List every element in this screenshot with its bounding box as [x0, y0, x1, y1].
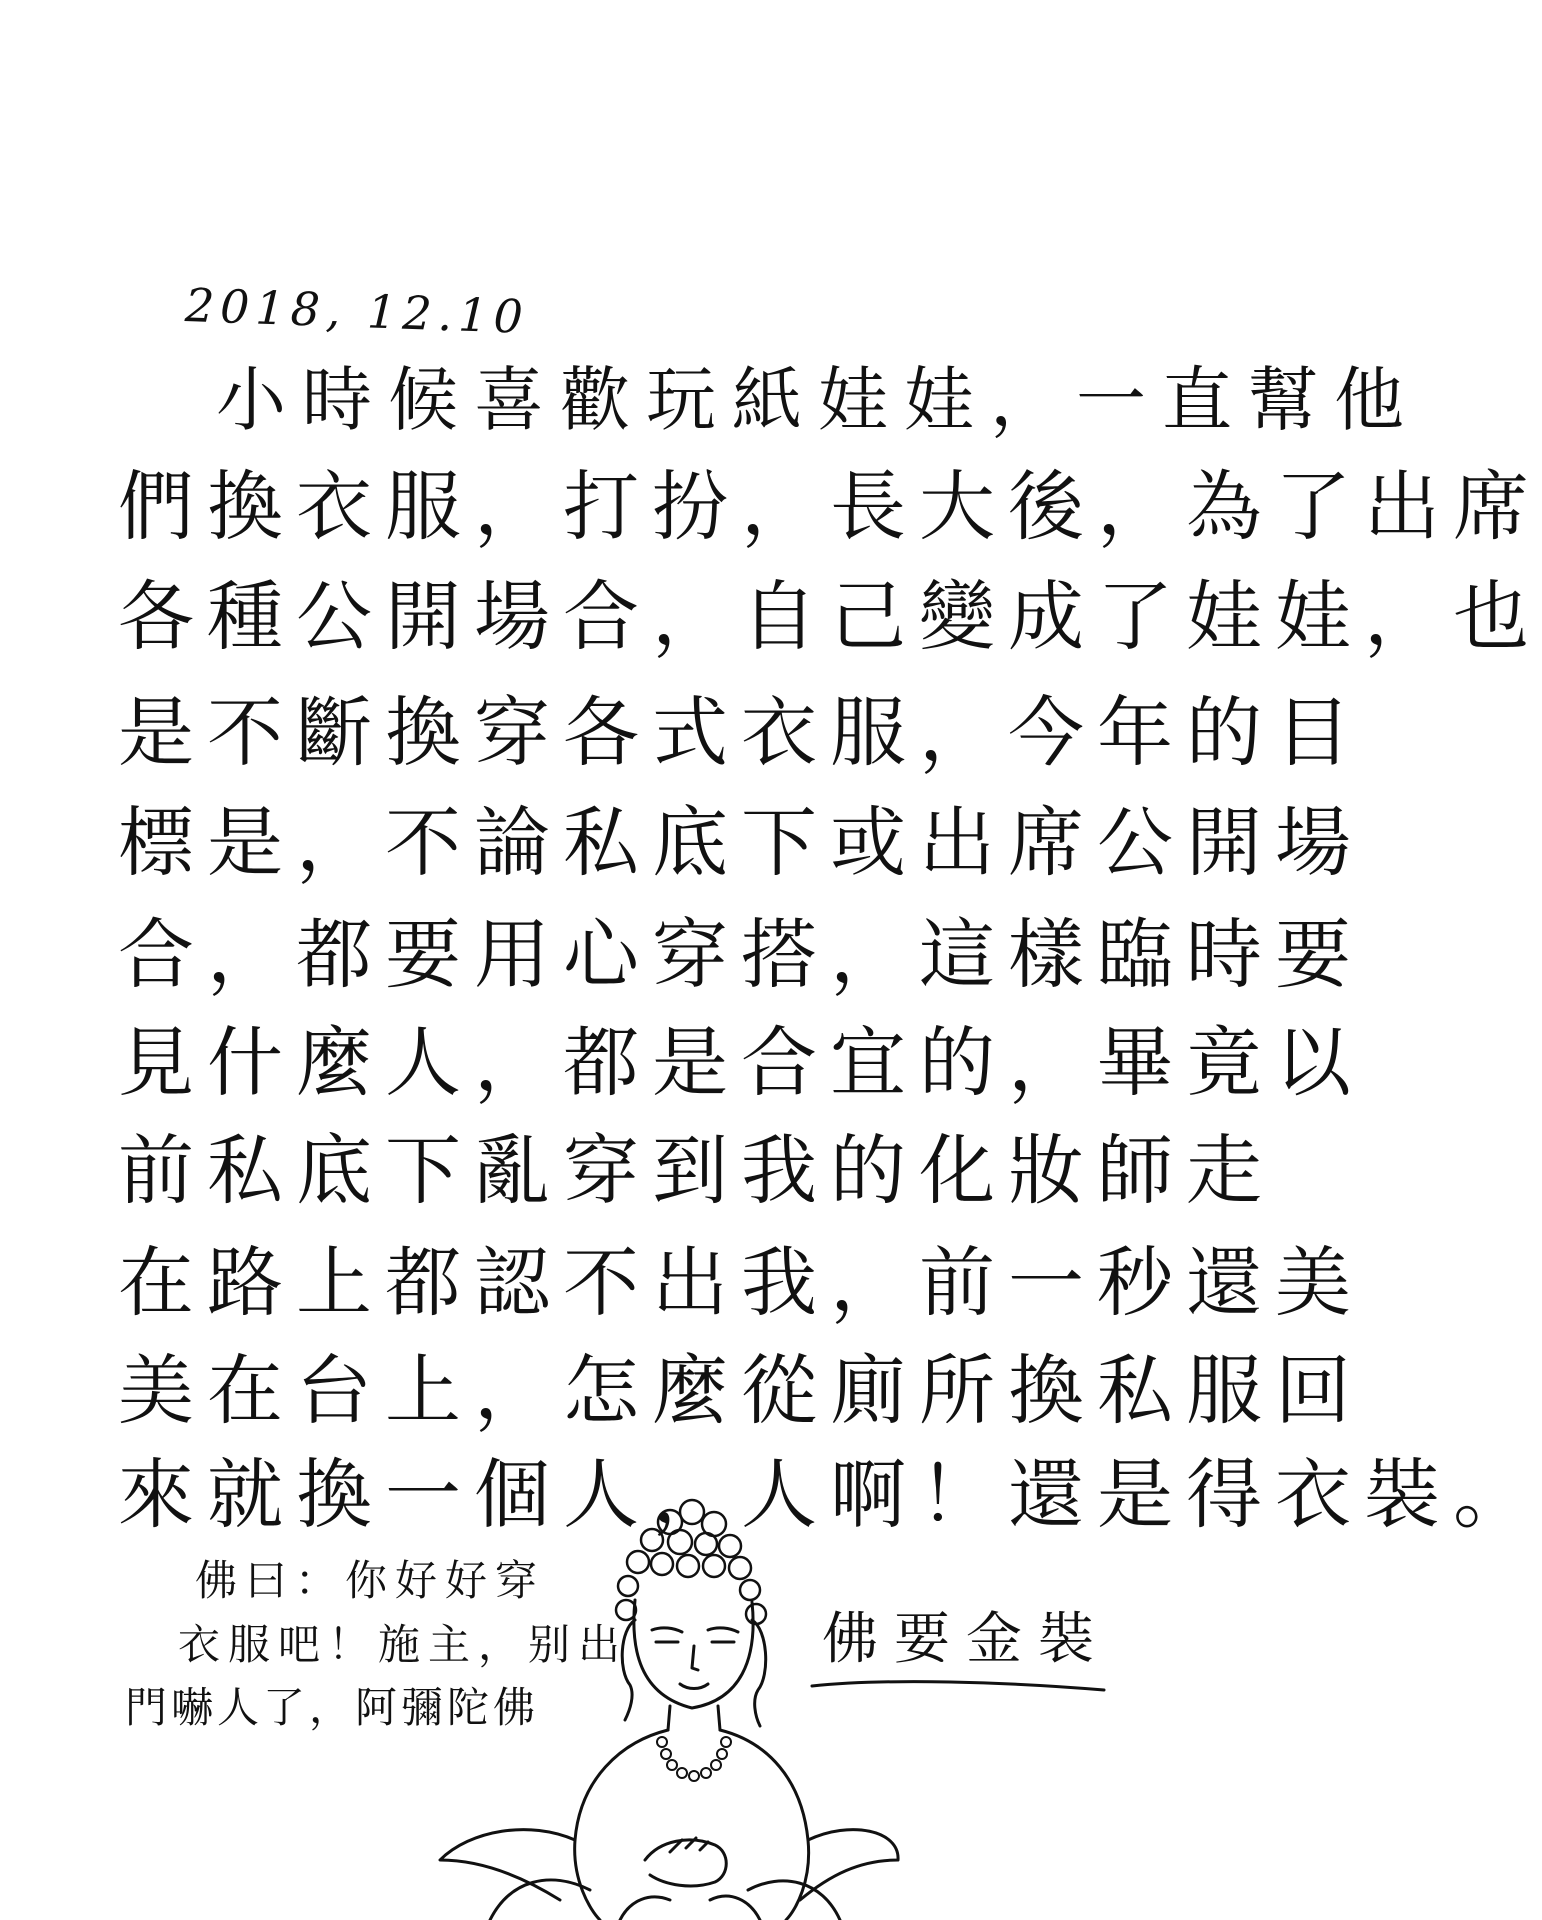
body-line: 前私底下亂穿到我的化妝師走: [118, 1126, 1275, 1215]
body-line: 合，都要用心穿搭，這樣臨時要: [118, 910, 1364, 999]
body-line: 美在台上，怎麼從廁所換私服回: [118, 1346, 1364, 1435]
body-line: 見什麼人，都是合宜的，畢竟以: [118, 1018, 1364, 1107]
buddha-note-line: 佛曰：你好好穿: [195, 1556, 546, 1605]
date-text: 2018, 12.10: [184, 278, 530, 344]
buddha-sketch-icon: [430, 1480, 900, 1920]
body-line: 們換衣服，打扮，長大後，為了出席: [118, 462, 1542, 551]
buddha-note-line: 衣服吧！施主，别出: [178, 1620, 629, 1669]
body-line: 來就換一個人，人啊！還是得衣裝。: [118, 1450, 1542, 1539]
body-line: 是不斷換穿各式衣服，今年的目: [118, 688, 1364, 777]
buddha-note-line: 門嚇人了，阿彌陀佛: [125, 1683, 540, 1732]
hair-curls: [616, 1500, 766, 1624]
body-line: 各種公開場合，自己變成了娃娃，也: [118, 572, 1542, 661]
drawing-caption: 佛要金裝: [822, 1607, 1110, 1672]
body-line: 小時候喜歡玩紙娃娃，一直幫他: [216, 359, 1420, 441]
body-line: 在路上都認不出我，前一秒還美: [118, 1238, 1364, 1327]
body-line: 標是，不論私底下或出席公開場: [118, 798, 1364, 887]
